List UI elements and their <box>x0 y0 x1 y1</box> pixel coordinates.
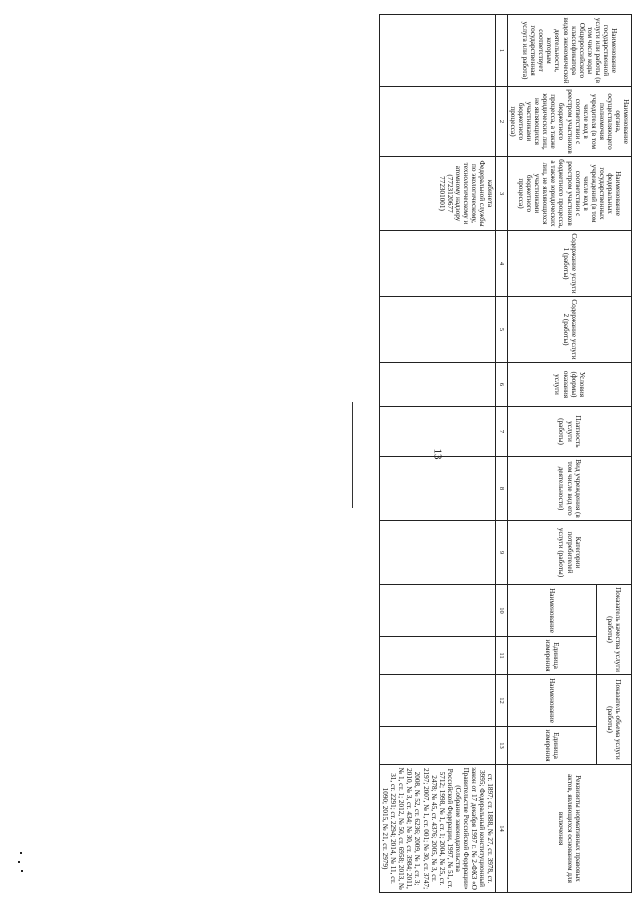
cell-content-1 <box>380 231 496 297</box>
column-number: 5 <box>496 297 508 363</box>
header-institutions: Наименование федеральных государственных учреждений (в том числе код в соответствии с реестром участников бюджетного процесса, а также юридических лиц, не являющихся участниками бюджетного процесса) <box>508 157 632 231</box>
cell-volume-unit <box>380 727 496 765</box>
column-number: 10 <box>496 585 508 637</box>
subheader-volume-name: Наименование <box>508 675 597 727</box>
header-legal-acts: Реквизиты нормативных правовых актов, являющихся основанием для включения <box>508 765 632 893</box>
cell-institution-type <box>380 457 496 521</box>
column-number: 7 <box>496 407 508 457</box>
cell-conditions <box>380 363 496 407</box>
cell-quality-name <box>380 585 496 637</box>
cell-volume-name <box>380 675 496 727</box>
end-of-table-rule <box>352 402 353 508</box>
cell-service-name <box>380 15 496 87</box>
column-number: 13 <box>496 727 508 765</box>
header-content-2: Содержание услуги 2 (работы) <box>508 297 632 363</box>
column-number: 4 <box>496 231 508 297</box>
header-content-1: Содержание услуги 1 (работы) <box>508 231 632 297</box>
column-number: 1 <box>496 15 508 87</box>
header-payment: Платность услуги (работы) <box>508 407 632 457</box>
cell-legal-acts: ст. 1897; ст. 1888, № 27, ст. 3978, ст. 3995; Федеральный конституционный закон от 17 декабря 1997 г. № 2-ФКЗ «О Правительстве Российской Федерации» (Собрание законодательства Российской Федерации, 1997, № 51, ст. 5712; 1998, № 1, ст. 1; 2004, № 25, ст. 2478; № 45, ст. 4376; 2005, № 3, ст. 2197; 2007, № 1, ст. 001; № 30, ст. 3747; 2008, № 52, ст. 6236; 2009, № 1, ст. 3; 2010, № 3, ст. 434; № 30, ст. 3984; 2011, № 1, ст. 1; 2012, № 50, ст. 6958; 2013, № 31, ст. 2291; ст. 2294; 2014, № 11, ст. 1090; 2015, № 21, ст. 2979) <box>380 765 496 893</box>
header-institution-type: Вид учреждения (в том числе вид его деятельности) <box>508 457 632 521</box>
cell-content-2 <box>380 297 496 363</box>
header-service-name: Наименование государственной услуги или работы (в том числе коды Общероссийского классификатора видов экономической деятельности, которым соответствует государственная услуга или работа) <box>508 15 632 87</box>
header-volume-indicator: Показатель объема услуги (работы) <box>597 675 632 765</box>
header-row <box>597 15 632 893</box>
column-number: 11 <box>496 637 508 675</box>
column-number: 2 <box>496 87 508 157</box>
services-register-table <box>379 14 632 893</box>
column-number: 8 <box>496 457 508 521</box>
column-numbers-row <box>496 15 508 893</box>
header-quality-indicator: Показатель качества услуги (работы) <box>597 585 632 675</box>
column-number: 9 <box>496 521 508 585</box>
cell-quality-unit <box>380 637 496 675</box>
cell-founder-body <box>380 87 496 157</box>
column-number: 6 <box>496 363 508 407</box>
table-row <box>380 15 496 893</box>
header-conditions: Условия (формы) оказания услуги <box>508 363 632 407</box>
column-number: 14 <box>496 765 508 893</box>
cell-consumers <box>380 521 496 585</box>
page-number: 13 <box>431 448 444 460</box>
subheader-quality-name: Наименование <box>508 585 597 637</box>
column-number: 12 <box>496 675 508 727</box>
subheader-quality-unit: Единица измерения <box>508 637 597 675</box>
column-number: 3 <box>496 157 508 231</box>
cell-institution: кабинета Федеральной службы по экологическому, технологическому и атомному надзору (7723120677 772301001) <box>380 157 496 231</box>
header-founder-body: Наименование органа, осуществляющего полномочия учредителя (в том числе код в соответствии с реестром участников бюджетного процесса, а также юридических лиц, не являющихся участниками бюджетного процесса) <box>508 87 632 157</box>
header-consumers: Категории потребителей услуги (работы) <box>508 521 632 585</box>
subheader-volume-unit: Единица измерения <box>508 727 597 765</box>
cell-payment <box>380 407 496 457</box>
